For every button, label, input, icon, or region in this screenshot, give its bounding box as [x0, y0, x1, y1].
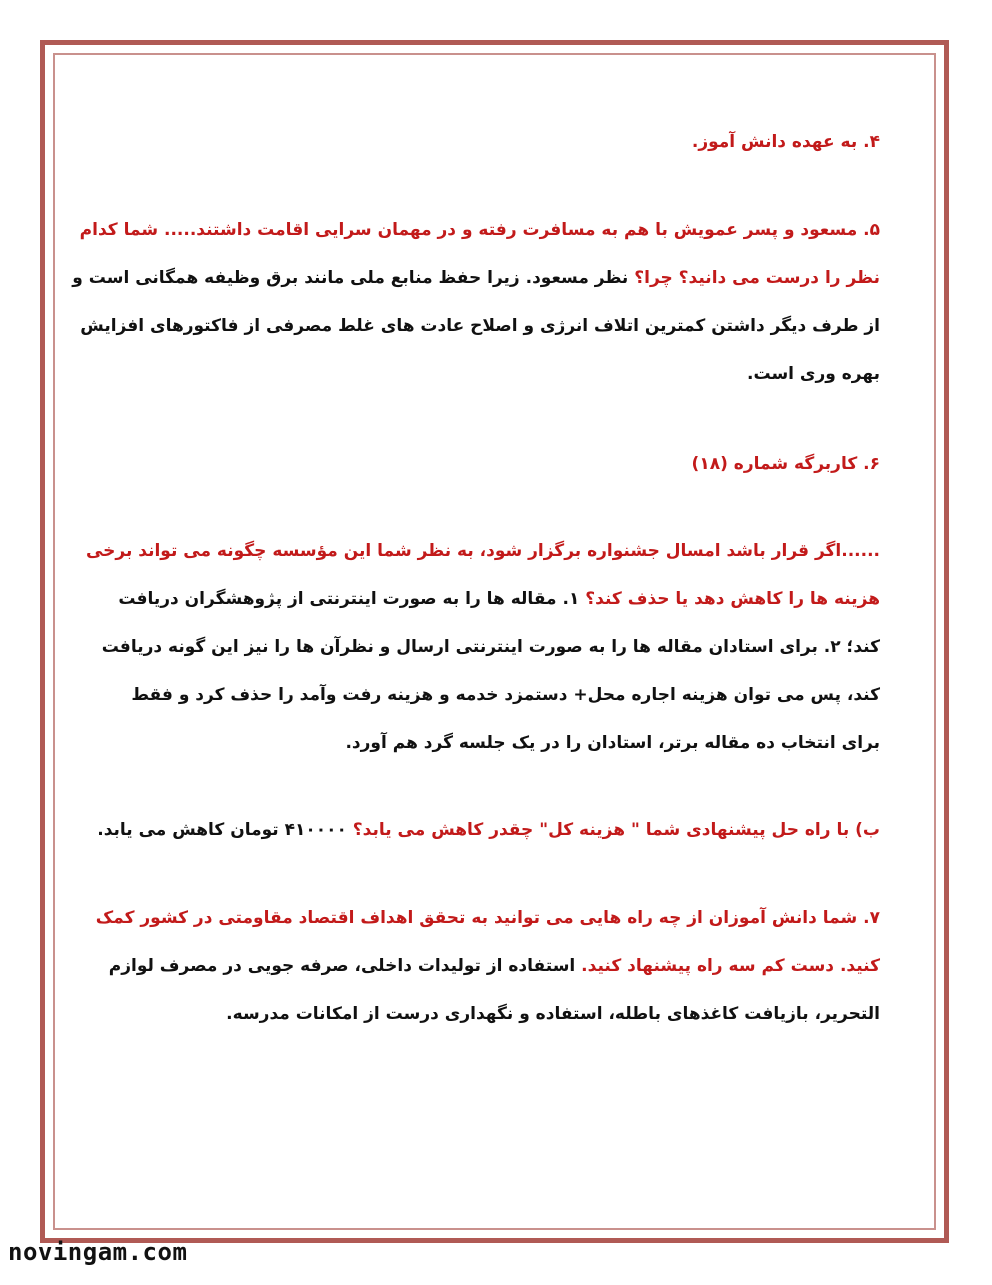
item-6b-answer-line3: کند؛ ۲. برای استادان مقاله ها را به صورت اینترنتی ارسال و نظرآن ها را نیز این گونه دریافت — [101, 637, 880, 657]
item-7-answer-line3: التحریر، بازیافت کاغذهای باطله، استفاده و نگهداری درست از امکانات مدرسه. — [226, 1004, 880, 1024]
item-6b-answer-line2: ۱. مقاله ها را به صورت اینترنتی از پژوهشگران دریافت — [118, 589, 586, 609]
item-5-answer-line4: بهره وری است. — [747, 364, 880, 384]
item-7 — [95, 894, 880, 1038]
item-5-question-line1: ۵. مسعود و پسر عمویش با هم به مسافرت رفته و در مهمان سرایی اقامت داشتند..... شما کدام — [79, 220, 880, 240]
item-5-line2 — [72, 254, 880, 302]
item-6 — [115, 440, 880, 488]
item-7-question-line1: ۷. شما دانش آموزان از چه راه هایی می توانید به تحقق اهداف اقتصاد مقاومتی در کشور کمک — [95, 908, 880, 928]
item-6-worksheet — [85, 527, 880, 767]
item-6b-answer-line4: کند، پس می توان هزینه اجاره محل+ دستمزد خدمه و هزینه رفت وآمد را حذف کرد و فقط — [131, 685, 880, 705]
item-b-question: ب) با راه حل پیشنهادی شما " هزینه کل" چقدر کاهش می یابد؟ — [352, 820, 880, 840]
item-6b-answer-line5: برای انتخاب ده مقاله برتر، استادان را در یک جلسه گرد هم آورد. — [345, 733, 880, 753]
item-4-question: ۴. به عهده دانش آموز. — [691, 132, 880, 152]
item-6b-line2 — [115, 575, 880, 623]
item-5-question-line2: نظر را درست می دانید؟ چرا؟ — [634, 268, 880, 288]
item-b-line — [97, 806, 880, 854]
item-6b-question-line1: ......اگر قرار باشد امسال جشنواره برگزار شود، به نظر شما این مؤسسه چگونه می تواند برخی — [85, 541, 880, 561]
item-4 — [115, 118, 880, 166]
item-5-answer-line3: از طرف دیگر داشتن کمترین اتلاف انرژی و اصلاح عادت های غلط مصرفی از فاکتورهای افزایش — [80, 316, 880, 336]
item-b — [97, 806, 880, 854]
item-7-question-line2: کنید. دست کم سه راه پیشنهاد کنید. — [581, 956, 880, 976]
site-watermark: novingam.com — [8, 1238, 188, 1266]
item-7-answer-line2: استفاده از تولیدات داخلی، صرفه جویی در مصرف لوازم — [108, 956, 582, 976]
item-5 — [72, 206, 880, 398]
item-7-line2 — [108, 942, 880, 990]
item-6b-question-line2: هزینه ها را کاهش دهد یا حذف کند؟ — [585, 589, 880, 609]
item-6-question: ۶. کاربرگه شماره (۱۸) — [691, 454, 880, 474]
item-b-answer: ۴۱۰۰۰۰ تومان کاهش می یابد. — [97, 820, 353, 840]
item-5-answer-line2: نظر مسعود. زیرا حفظ منابع ملی مانند برق وظیفه همگانی است و — [72, 268, 635, 288]
